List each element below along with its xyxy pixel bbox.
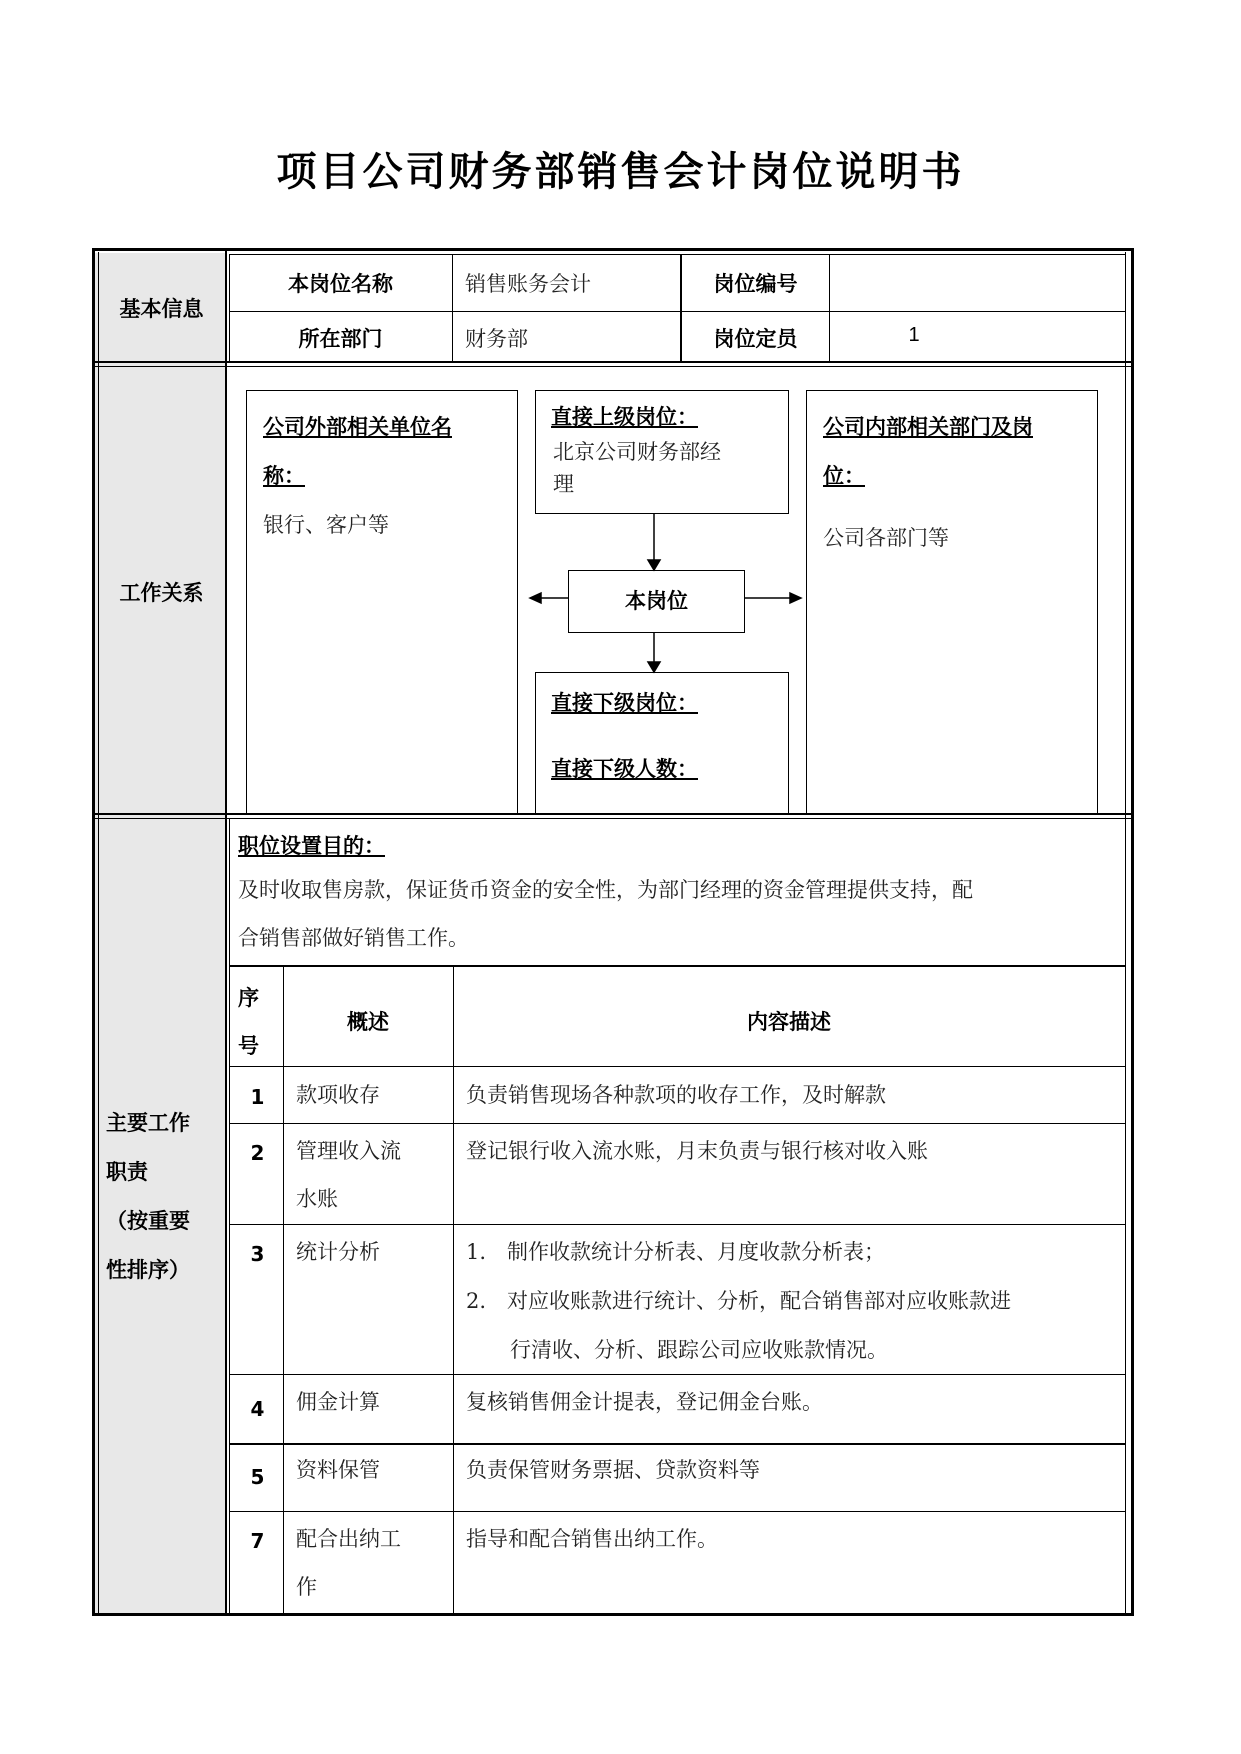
table-row-detail-line3: 行清收、分析、跟踪公司应收账款情况。 (510, 1338, 888, 1362)
duty-row-line-2 (229, 1123, 1126, 1124)
external-value: 银行、客户等 (263, 513, 389, 537)
table-row-no: 3 (250, 1242, 265, 1266)
purpose-line2: 合销售部做好销售工作。 (238, 926, 469, 950)
duty-row-line-1 (229, 1066, 1126, 1067)
table-row-no: 4 (250, 1397, 265, 1421)
duty-row-line-5 (229, 1443, 1126, 1445)
duty-row-line-6 (229, 1511, 1126, 1512)
internal-value: 公司各部门等 (823, 526, 949, 550)
arrow-left-to-external (530, 593, 541, 603)
relations-label: 工作关系 (119, 581, 204, 605)
duty-table-top (229, 965, 1126, 967)
table-row-summary: 资料保管 (296, 1458, 380, 1482)
position-code-label: 岗位编号 (713, 272, 798, 296)
col-no-header-line1: 序 (238, 986, 259, 1010)
subordinate-count-title: 直接下级人数： (551, 757, 698, 781)
purpose-title: 职位设置目的： (238, 834, 385, 858)
superior-value-line1: 北京公司财务部经 (553, 440, 721, 464)
department-value: 财务部 (465, 327, 528, 351)
arrow-down-to-self (648, 560, 660, 570)
headcount-label: 岗位定员 (713, 327, 798, 351)
duty-row-line-4 (229, 1374, 1126, 1375)
duties-label-line2: 职责 (106, 1160, 148, 1184)
arrow-right-to-internal (790, 593, 801, 603)
superior-value-line2: 理 (553, 472, 574, 496)
superior-title: 直接上级岗位： (551, 405, 698, 429)
headcount-value: 1 (908, 324, 920, 346)
basic-info-label: 基本信息 (119, 297, 204, 321)
col-detail-header: 内容描述 (747, 1010, 831, 1034)
col-summary-header: 概述 (347, 1010, 389, 1034)
position-name-value: 销售账务会计 (465, 272, 591, 296)
internal-title-line2: 位： (823, 464, 865, 488)
table-row-detail: 复核销售佣金计提表，登记佣金台账。 (466, 1390, 823, 1414)
self-position-label: 本岗位 (625, 589, 688, 613)
table-row-summary: 佣金计算 (296, 1390, 380, 1414)
position-name-label: 本岗位名称 (288, 272, 393, 296)
duty-col-1 (283, 966, 284, 1614)
table-row-detail: 负责保管财务票据、贷款资料等 (466, 1458, 760, 1482)
purpose-line1: 及时收取售房款，保证货币资金的安全性，为部门经理的资金管理提供支持，配 (238, 878, 973, 902)
duties-label-line1: 主要工作 (106, 1111, 190, 1135)
table-row-detail: 1. 制作收款统计分析表、月度收款分析表； (466, 1240, 886, 1264)
duty-col-2 (453, 966, 454, 1614)
department-label: 所在部门 (298, 327, 383, 351)
table-row-summary-line2: 水账 (296, 1187, 338, 1211)
table-row-summary: 配合出纳工 (296, 1527, 401, 1551)
subordinate-title: 直接下级岗位： (551, 691, 698, 715)
table-row-detail-line2: 2. 对应收账款进行统计、分析，配合销售部对应收账款进 (466, 1289, 1012, 1313)
table-row-no: 1 (250, 1085, 265, 1109)
duties-label-line3: （按重要 (106, 1209, 190, 1233)
duties-label-line4: 性排序） (106, 1258, 190, 1282)
col-no-header-line2: 号 (238, 1034, 259, 1058)
table-row-no: 5 (250, 1465, 265, 1489)
table-row-no: 7 (250, 1529, 265, 1553)
duty-row-line-3 (229, 1224, 1126, 1225)
table-row-no: 2 (250, 1141, 265, 1165)
arrow-down-to-subordinate (648, 662, 660, 672)
external-title-line2: 称： (263, 464, 305, 488)
external-title-line1: 公司外部相关单位名 (263, 415, 452, 439)
table-row-detail: 指导和配合销售出纳工作。 (466, 1527, 718, 1551)
table-row-summary-line2: 作 (296, 1575, 317, 1599)
document-title: 项目公司财务部销售会计岗位说明书 (276, 149, 965, 195)
table-row-summary: 统计分析 (296, 1240, 380, 1264)
duty-col-0 (229, 818, 230, 1614)
table-row-summary: 款项收存 (296, 1083, 380, 1107)
internal-title-line1: 公司内部相关部门及岗 (823, 415, 1033, 439)
table-row-summary: 管理收入流 (296, 1139, 401, 1163)
table-row-detail: 登记银行收入流水账，月末负责与银行核对收入账 (466, 1139, 928, 1163)
table-row-detail: 负责销售现场各种款项的收存工作，及时解款 (466, 1083, 886, 1107)
